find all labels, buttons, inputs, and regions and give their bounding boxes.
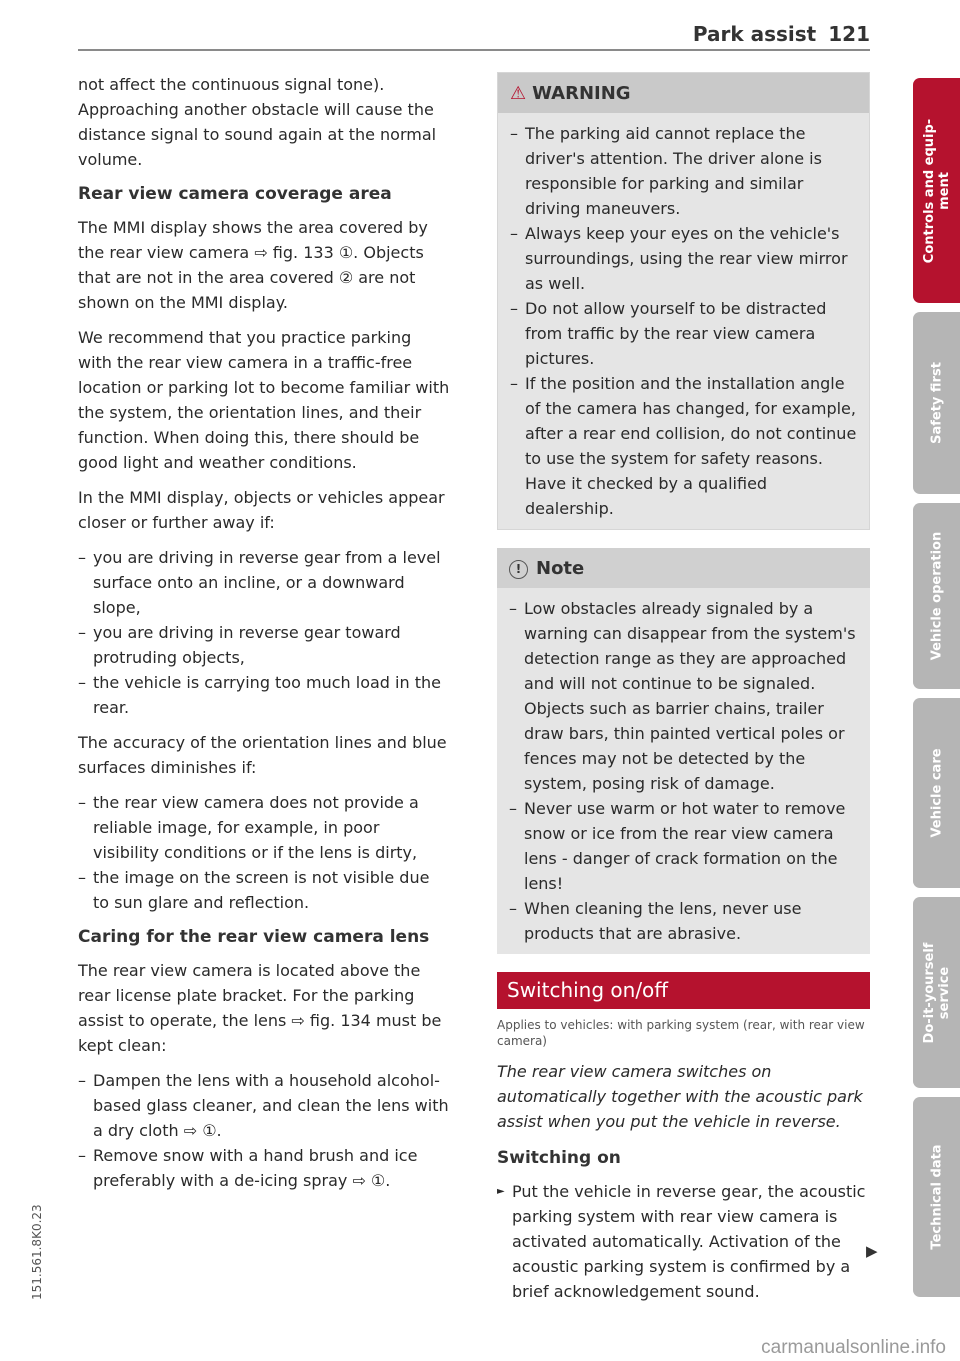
page-number: 121 bbox=[828, 22, 870, 46]
list-item: – Always keep your eyes on the vehicle's surroundings, using the rear view mirror as well. bbox=[510, 221, 857, 296]
list-item: – If the position and the installation angle of the camera has changed, for example, after a rear end collision, do not continue to use the system for safety reasons. Have it checked by a qualified dealership. bbox=[510, 371, 857, 521]
right-column bbox=[497, 72, 870, 1304]
caring-heading: Caring for the rear view camera lens bbox=[78, 927, 430, 947]
tab-label: Vehicle care bbox=[929, 748, 944, 838]
list-item: – Remove snow with a hand brush and ice preferably with a de-icing spray ⇨ ①. bbox=[78, 1143, 450, 1193]
list-item: – you are driving in reverse gear from a level surface onto an incline, or a downward slope, bbox=[78, 545, 450, 620]
coverage-heading: Rear view camera coverage area bbox=[78, 184, 392, 204]
list-item: – the vehicle is carrying too much load in the rear. bbox=[78, 670, 450, 720]
left-column bbox=[78, 72, 450, 1203]
list-item: – When cleaning the lens, never use products that are abrasive. bbox=[509, 896, 858, 946]
list-item: – Never use warm or hot water to remove snow or ice from the rear view camera lens - danger of crack formation on the lens! bbox=[509, 796, 858, 896]
tab-diy-service[interactable] bbox=[913, 897, 960, 1088]
watermark: carmanualsonline.info bbox=[761, 1337, 946, 1358]
header-divider bbox=[78, 49, 870, 51]
note-box bbox=[497, 548, 870, 954]
document-code: 151.561.8K0.23 bbox=[30, 1204, 44, 1300]
tab-safety[interactable] bbox=[913, 312, 960, 494]
coverage-paragraph-2: We recommend that you practice parking with the rear view camera in a traffic-free location or parking lot to become familiar with the system, the orientation lines, and their function. When doing this, there should be good light and weather conditions. bbox=[78, 328, 450, 472]
tab-vehicle-operation[interactable] bbox=[913, 503, 960, 689]
list-item: – Dampen the lens with a household alcohol-based glass cleaner, and clean the lens with a dry cloth ⇨ ①. bbox=[78, 1068, 450, 1143]
tab-label: Safety first bbox=[929, 362, 944, 444]
tab-label: Do-it-yourself service bbox=[921, 942, 952, 1043]
caring-paragraph: The rear view camera is located above the rear license plate bracket. For the parking assist to operate, the lens ⇨ fig. 134 must be kept clean: bbox=[78, 961, 442, 1055]
list-item: – Do not allow yourself to be distracted from traffic by the rear view camera pictures. bbox=[510, 296, 857, 371]
switching-section-title: Switching on/off bbox=[497, 972, 870, 1009]
list-item: – the image on the screen is not visible due to sun glare and reflection. bbox=[78, 865, 450, 915]
list-item: – you are driving in reverse gear toward protruding objects, bbox=[78, 620, 450, 670]
switching-on-heading: Switching on bbox=[497, 1148, 621, 1168]
coverage-list-2 bbox=[78, 790, 450, 915]
note-body bbox=[497, 588, 870, 954]
note-title: Note bbox=[536, 558, 585, 579]
tab-label: Controls and equip- ment bbox=[921, 118, 952, 263]
tab-label: Technical data bbox=[929, 1144, 944, 1250]
intro-paragraph: not affect the continuous signal tone). Approaching another obstacle will cause the distance signal to sound again at the normal volume. bbox=[78, 75, 437, 169]
tab-vehicle-care[interactable] bbox=[913, 698, 960, 888]
warning-triangle-icon: ⚠ bbox=[510, 83, 527, 104]
coverage-paragraph-4: The accuracy of the orientation lines and blue surfaces diminishes if: bbox=[78, 733, 447, 777]
list-item: – The parking aid cannot replace the driver's attention. The driver alone is responsible for parking and similar driving maneuvers. bbox=[510, 121, 857, 221]
warning-title: WARNING bbox=[532, 83, 631, 104]
note-header bbox=[497, 548, 870, 588]
switching-on-action: ► Put the vehicle in reverse gear, the acoustic parking system with rear view camera is activated automatically. Activation of the acoustic parking system is confirmed by a brief acknowledgement sound. bbox=[497, 1179, 870, 1304]
coverage-list-1 bbox=[78, 545, 450, 720]
section-title: Park assist bbox=[692, 22, 817, 46]
list-item: – Low obstacles already signaled by a warning can disappear from the system's detection range as they are approached and will not continue to be signaled. Objects such as barrier chains, trailer draw bars, thin painted vertical poles or fences may not be detected by the system, posing risk of damage. bbox=[509, 596, 858, 796]
coverage-paragraph-3: In the MMI display, objects or vehicles appear closer or further away if: bbox=[78, 488, 445, 532]
warning-body bbox=[498, 113, 869, 529]
warning-box bbox=[497, 72, 870, 530]
note-info-icon: ! bbox=[509, 560, 528, 579]
warning-header bbox=[498, 73, 869, 113]
continue-arrow-icon: ▶ bbox=[866, 1242, 878, 1260]
switching-intro: The rear view camera switches on automatically together with the acoustic park assist when you put the vehicle in reverse. bbox=[497, 1062, 863, 1131]
tab-label: Vehicle operation bbox=[929, 531, 944, 661]
tab-controls[interactable] bbox=[913, 78, 960, 303]
page-header bbox=[693, 22, 870, 46]
applies-to-text: Applies to vehicles: with parking system (rear, with rear view camera) bbox=[497, 1018, 865, 1048]
list-item: – the rear view camera does not provide a reliable image, for example, in poor visibility conditions or if the lens is dirty, bbox=[78, 790, 450, 865]
tab-technical-data[interactable] bbox=[913, 1097, 960, 1297]
coverage-paragraph-1: The MMI display shows the area covered by the rear view camera ⇨ fig. 133 ①. Objects that are not in the area covered ② are not shown on the MMI display. bbox=[78, 218, 428, 312]
caring-list bbox=[78, 1068, 450, 1193]
